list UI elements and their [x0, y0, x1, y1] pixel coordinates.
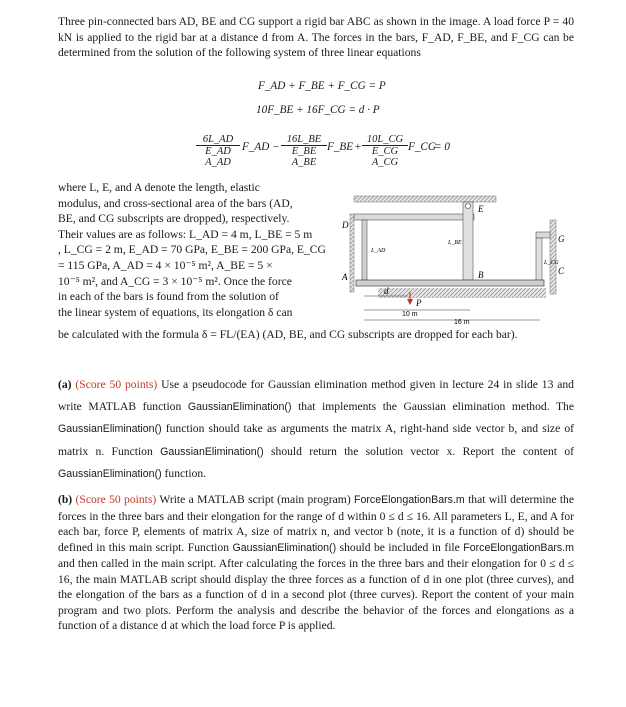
- load-arrowhead: [407, 299, 413, 305]
- label-g-point: G: [558, 234, 565, 244]
- part-b-label: (b): [58, 493, 73, 506]
- params-line: Their values are as follows: L_AD = 4 m, L_BE = 5 m: [58, 227, 313, 241]
- label-b-point: B: [478, 270, 484, 280]
- label-e-point: E: [478, 204, 484, 214]
- part-a-function-name-3: GaussianElimination(): [160, 445, 264, 458]
- part-a-label: (a): [58, 378, 72, 391]
- label-16m: 16 m: [454, 319, 470, 326]
- part-b-score: (Score 50 points): [75, 493, 157, 506]
- eq3-term1-numerator: 6L_AD: [196, 134, 240, 146]
- part-b-text-3: should be included in file: [339, 540, 460, 554]
- part-a-function-name-1: GaussianElimination(): [187, 400, 292, 413]
- eq3-plus-sign: +: [354, 141, 362, 153]
- eq3-term1-denominator: E_AD A_AD: [205, 146, 231, 168]
- part-b-text-2: that will determine the forces in the three bars and their elongation for the range of d within 0 ≤ d ≤ 16. All parameters L, E, and A for each bar, force P, elements of matrix A, size of matrix n, and vector b (note, it is a function of d) should be defined in this main script. Function: [58, 493, 575, 554]
- bar-ad: [362, 220, 367, 280]
- part-b-file-name-1: ForceElongationBars.m: [354, 494, 465, 506]
- params-line: , L_CG = 2 m, E_AD = 70 GPa, E_BE = 200 GPa, E_CG: [58, 243, 326, 257]
- label-p-load: P: [416, 298, 422, 308]
- ground-hatch: [378, 288, 546, 298]
- part-a-function-name-4: GaussianElimination(): [58, 468, 162, 480]
- part-b-text-1: Write a MATLAB script (main program): [159, 493, 351, 506]
- part-b-paragraph: [58, 492, 574, 634]
- eq3-rhs: = 0: [434, 141, 450, 153]
- params-line: the linear system of equations, its elongation δ can: [58, 305, 293, 319]
- bar-system-figure: [338, 188, 572, 326]
- params-line: = 115 GPa, A_AD = 4 × 10⁻⁵ m², A_BE = 5 ×: [58, 258, 273, 272]
- label-c-point: C: [558, 266, 565, 276]
- part-a-text-1: Use a pseudocode for Gaussian elimination method given in lecture 24 in slide 13 and write MATLAB function: [58, 378, 574, 413]
- label-l-ad: L_AD: [371, 248, 386, 254]
- eq3-term1-symbol: F_AD: [242, 141, 270, 153]
- pin-e: [466, 204, 471, 209]
- eq3-term1-fraction: [196, 134, 240, 168]
- left-wall: [350, 214, 354, 292]
- eq3-term2-denominator: E_BE A_BE: [291, 146, 317, 168]
- bar-cg-vertical: [536, 238, 542, 280]
- part-a-text-4: should return the solution vector x. Report the content of: [271, 444, 574, 458]
- equation-2: 10F_BE + 16F_CG = d · P: [256, 104, 380, 116]
- equation-1: F_AD + F_BE + F_CG = P: [258, 80, 386, 92]
- params-line: where L, E, and A denote the length, elastic: [58, 181, 260, 194]
- part-a-score: (Score 50 points): [75, 378, 158, 391]
- params-line: in each of the bars is found from the solution of: [58, 290, 279, 304]
- params-line: BE, and CG subscripts are dropped), respectively.: [58, 212, 290, 226]
- part-b-text-4: and then called in the main script. After calculating the forces in the three bars and their elongation for 0 ≤ d ≤ 16, the main MATLAB script should display the three forces as a function of d in one plot (three curves), and the elongation of the bars as a function of d in a second plot (three curves). Report the content of your main program and two plots. Perform the analysis and describe the behavior of the forces and elongations as a function of a distance d at which the load force P is applied.: [58, 557, 574, 632]
- label-d-point: D: [342, 220, 349, 230]
- part-a-function-name-2: GaussianElimination(): [58, 423, 162, 435]
- bar-cg: [536, 232, 550, 238]
- part-b-file-name-2: ForceElongationBars.m: [463, 541, 574, 554]
- params-line: 10⁻⁵ m², and A_CG = 3 × 10⁻⁵ m². Once the force: [58, 274, 292, 288]
- eq3-term3-denominator: E_CG A_CG: [371, 146, 399, 168]
- top-beam: [354, 214, 474, 220]
- intro-paragraph: Three pin-connected bars AD, BE and CG support a rigid bar ABC as shown in the image. A load force P = 40 kN is applied to the rigid bar at a distance d from A. The forces in the bars, F_AD, F_BE, and F_CG can be determined from the solution of the following system of three linear equations: [58, 15, 574, 59]
- eq3-term3-numerator: 10L_CG: [362, 134, 408, 146]
- label-10m: 10 m: [402, 311, 418, 318]
- eq3-term2-symbol: F_BE: [327, 141, 354, 153]
- label-l-cg: L_CG: [544, 260, 559, 266]
- right-wall: [550, 220, 556, 294]
- eq3-term3-fraction: [362, 134, 408, 168]
- bar-be: [463, 202, 473, 280]
- part-b-function-name-1: GaussianElimination(): [232, 541, 337, 554]
- ceiling-support: [354, 196, 496, 202]
- label-a-point: A: [342, 272, 348, 282]
- eq3-term3-symbol: F_CG: [408, 141, 436, 153]
- params-line: modulus, and cross-sectional area of the bars (AD,: [58, 196, 293, 210]
- part-a-text-5: function.: [164, 467, 207, 480]
- eq3-term2-fraction: [281, 134, 327, 168]
- label-l-be: L_BE: [448, 240, 462, 246]
- params-tail: be calculated with the formula δ = FL/(EA) (AD, BE, and CG subscripts are dropped for each bar).: [58, 328, 518, 341]
- part-a-text-3: function should take as arguments the matrix A, right-hand side vector b, and size of matrix n. Function: [58, 422, 574, 458]
- eq3-minus-sign: −: [272, 141, 280, 153]
- part-a-text-2: that implements the Gaussian elimination method. The: [298, 399, 574, 413]
- parameters-paragraph: [58, 180, 340, 320]
- label-d-distance: d: [384, 286, 389, 296]
- eq3-term2-numerator: 16L_BE: [281, 134, 327, 146]
- part-a-paragraph: [58, 374, 574, 486]
